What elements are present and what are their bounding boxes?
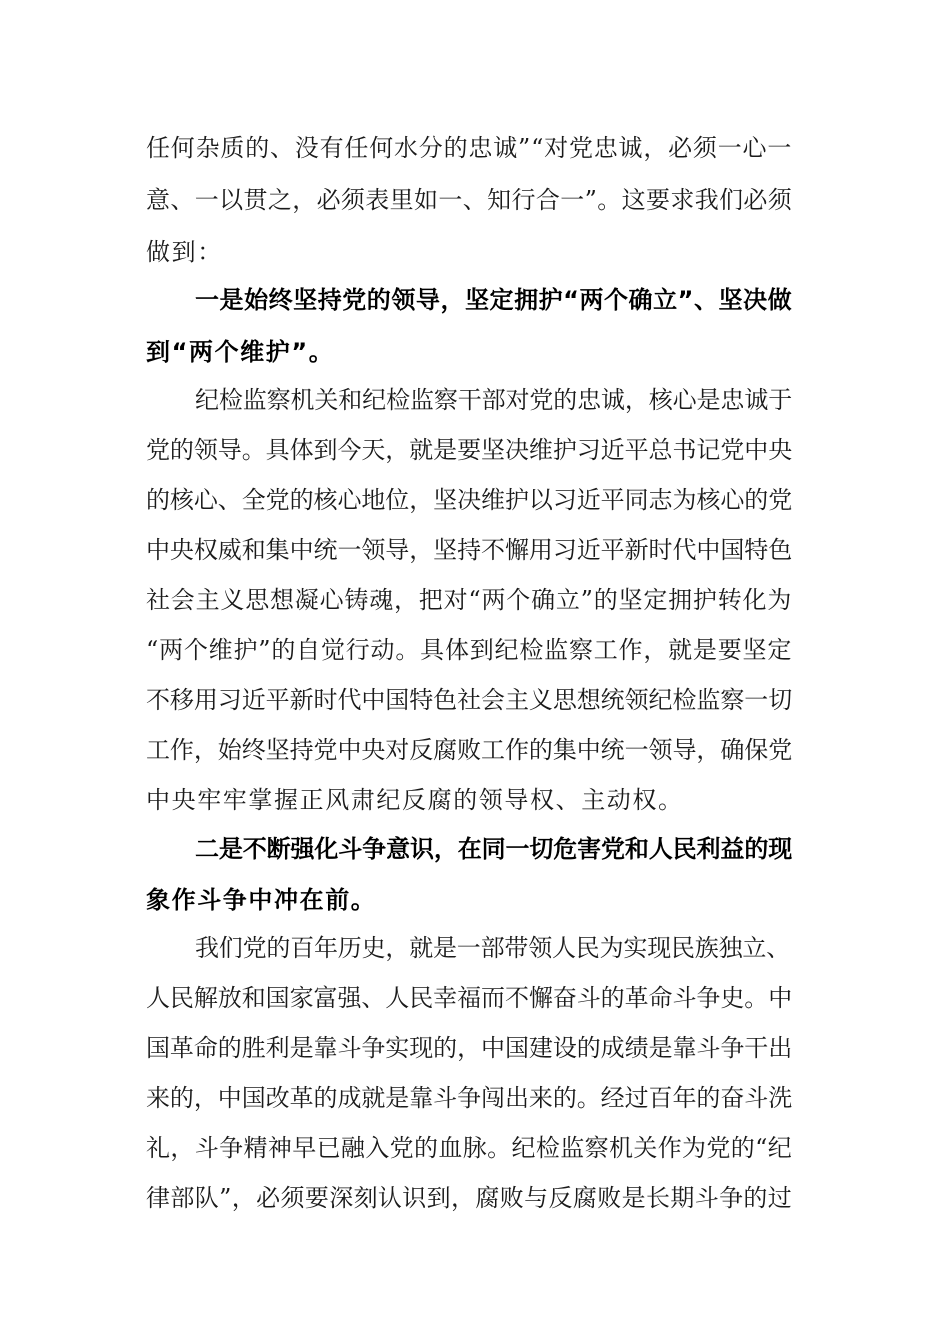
text-line: 律部队”，必须要深刻认识到，腐败与反腐败是长期斗争的过 — [146, 1184, 792, 1212]
section-heading-line: 一是始终坚持党的领导，坚定拥护“两个确立”、坚决做 — [195, 286, 792, 314]
section-heading-line: 象作斗争中冲在前。 — [146, 886, 377, 914]
text-line: 社会主义思想凝心铸魂，把对“两个确立”的坚定拥护转化为 — [146, 586, 793, 614]
text-line: 的核心、全党的核心地位，坚决维护以习近平同志为核心的党 — [146, 486, 792, 514]
text-line: 不移用习近平新时代中国特色社会主义思想统领纪检监察一切 — [146, 686, 792, 714]
text-line: 中央牢牢掌握正风肃纪反腐的领导权、主动权。 — [146, 786, 684, 814]
text-line: 做到： — [146, 238, 223, 266]
text-line: 任何杂质的、没有任何水分的忠诚”“对党忠诚，必须一心一 — [146, 134, 793, 162]
text-line: 礼，斗争精神早已融入党的血脉。纪检监察机关作为党的“纪 — [146, 1134, 792, 1162]
section-heading-line: 二是不断强化斗争意识，在同一切危害党和人民利益的现 — [195, 835, 792, 863]
text-line: 意、一以贯之，必须表里如一、知行合一”。这要求我们必须 — [146, 186, 792, 214]
text-line: 中央权威和集中统一领导，坚持不懈用习近平新时代中国特色 — [146, 536, 792, 564]
text-line: 工作，始终坚持党中央对反腐败工作的集中统一领导，确保党 — [146, 736, 792, 764]
text-line: 我们党的百年历史，就是一部带领人民为实现民族独立、 — [195, 934, 790, 962]
section-heading-line: 到“两个维护”。 — [146, 338, 335, 366]
text-line: 党的领导。具体到今天，就是要坚决维护习近平总书记党中央 — [146, 436, 792, 464]
text-line: 人民解放和国家富强、人民幸福而不懈奋斗的革命斗争史。中 — [146, 984, 792, 1012]
text-line: “两个维护”的自觉行动。具体到纪检监察工作，就是要坚定 — [146, 636, 793, 664]
text-line: 国革命的胜利是靠斗争实现的，中国建设的成绩是靠斗争干出 — [146, 1034, 792, 1062]
text-line: 来的，中国改革的成就是靠斗争闯出来的。经过百年的奋斗洗 — [146, 1084, 792, 1112]
text-line: 纪检监察机关和纪检监察干部对党的忠诚，核心是忠诚于 — [195, 386, 792, 414]
